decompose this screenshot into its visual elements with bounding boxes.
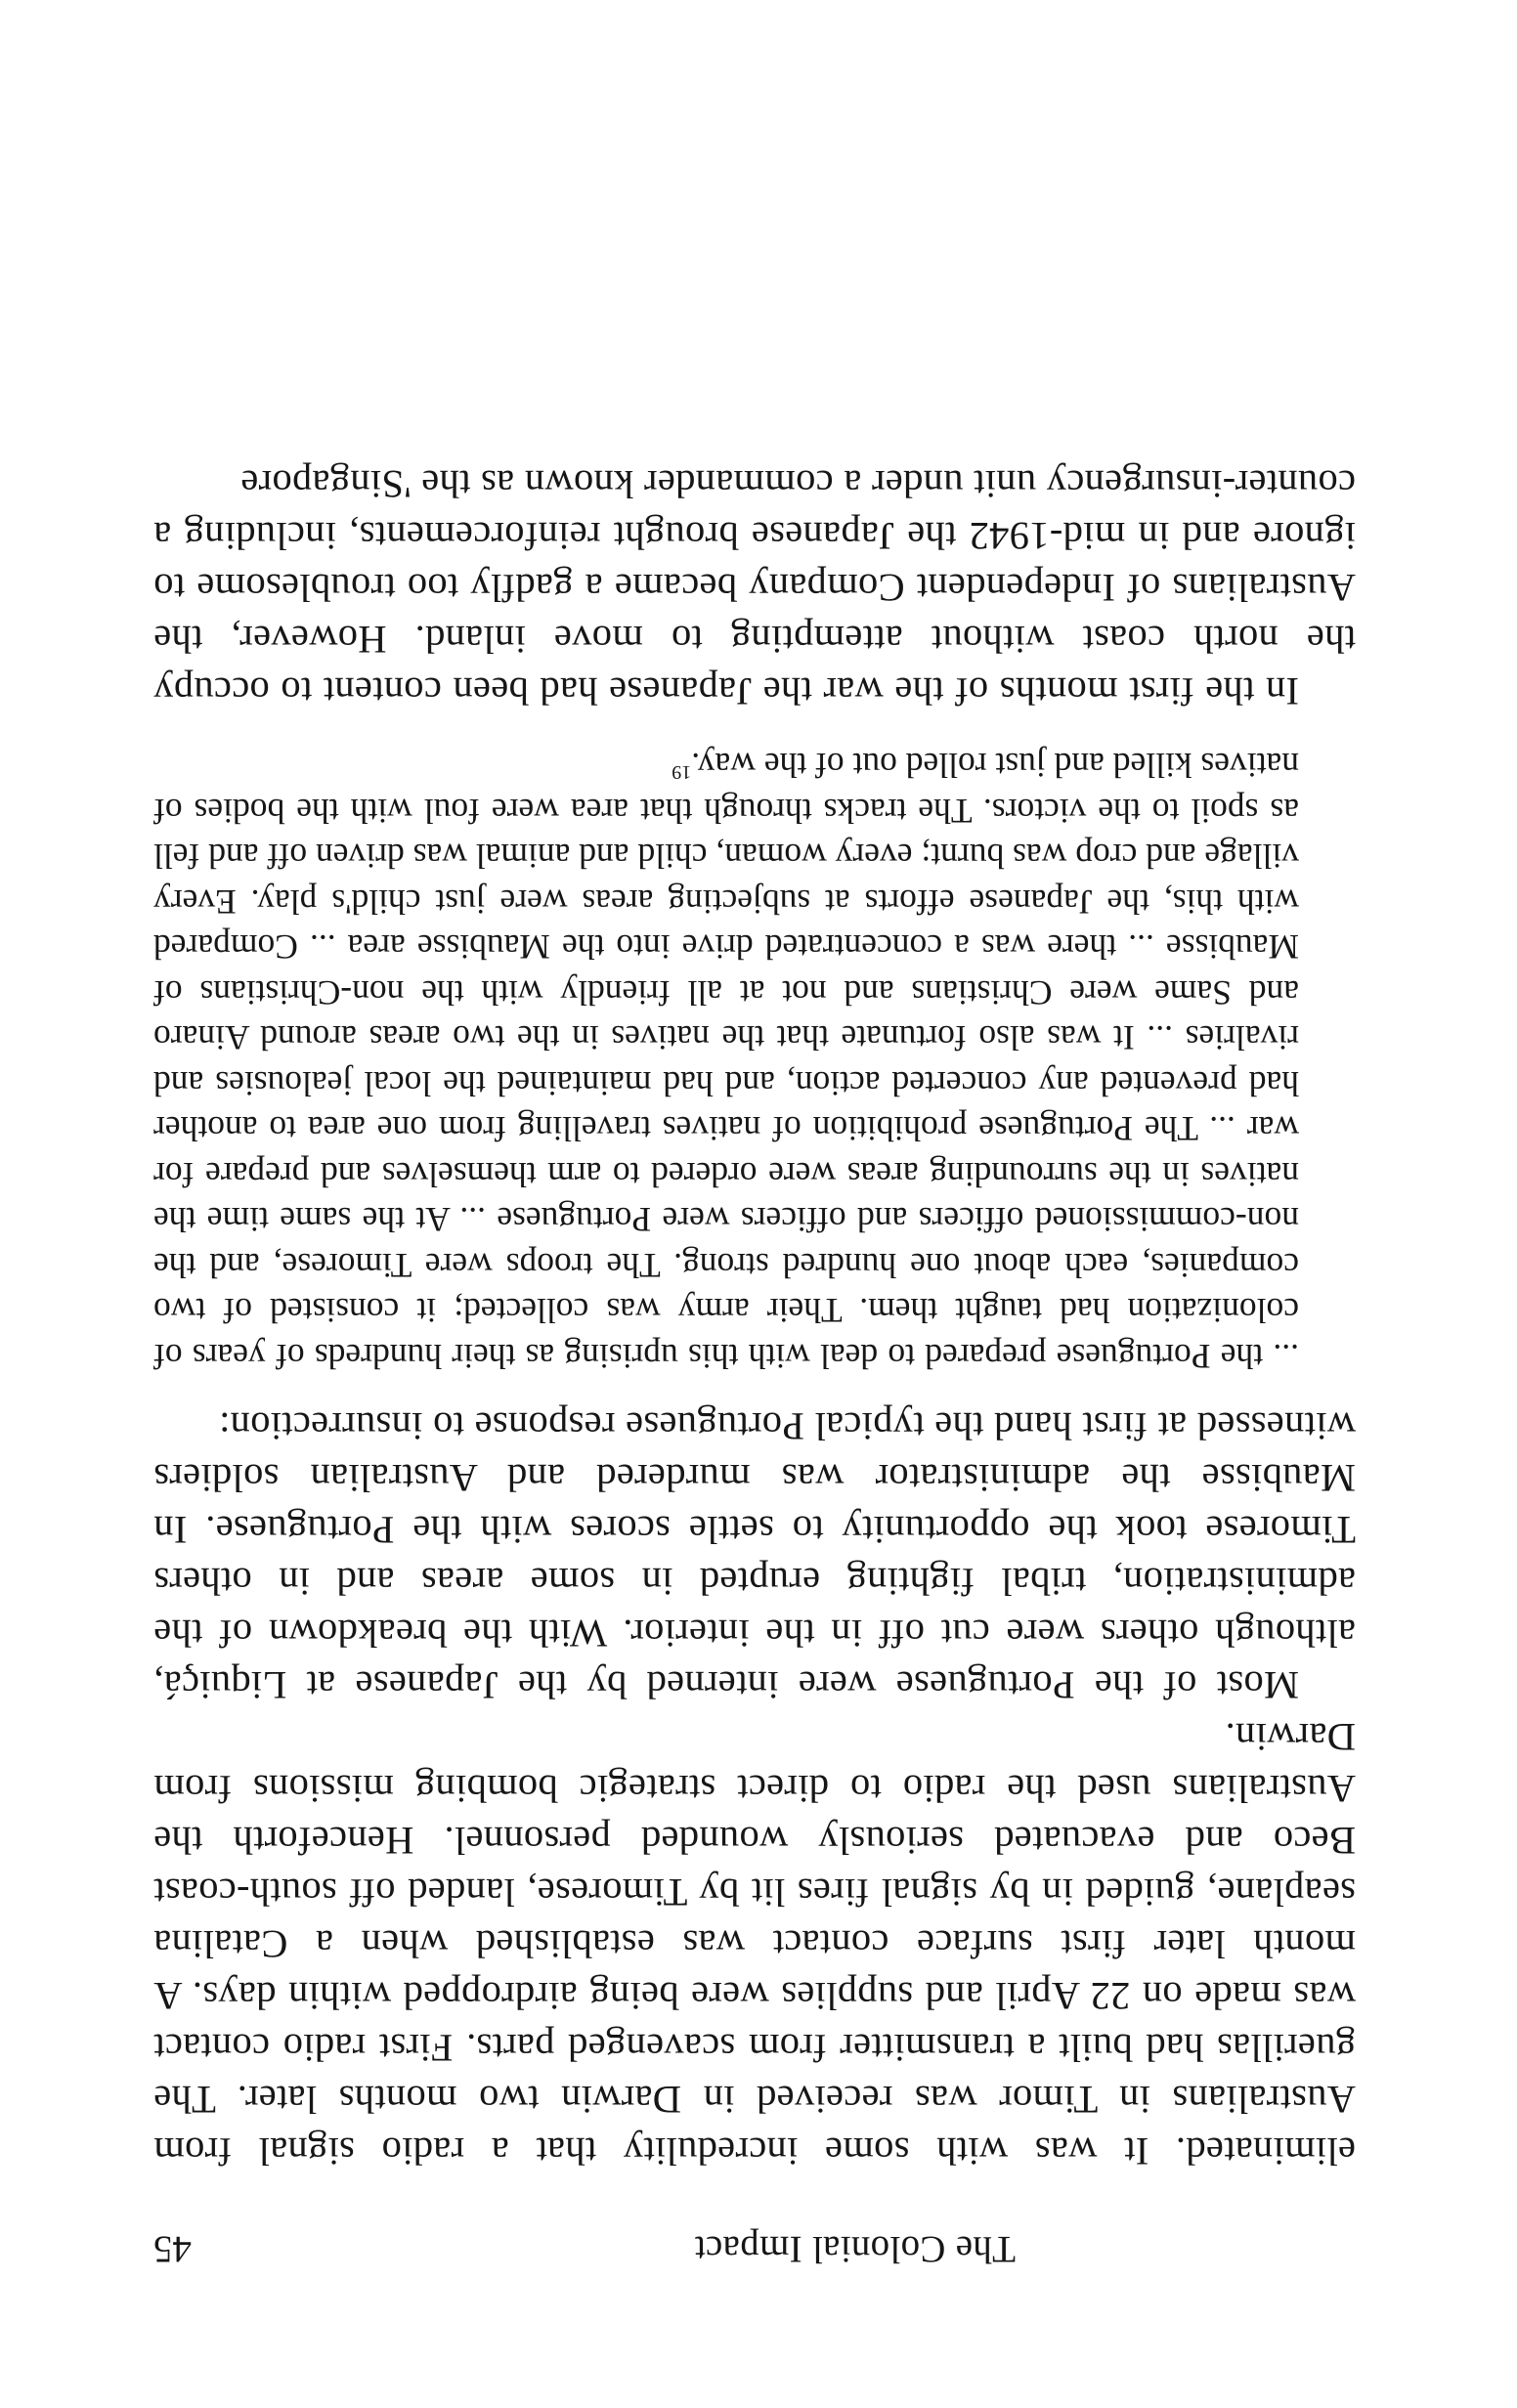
block-quote-text: ... the Portuguese prepared to deal with this uprising as their hundreds of years of colonization had taught them. Their army was collected; it consisted of two companies, each about one hundred strong. The troops were Timorese, and the non-commissioned officers and officers were Portuguese ... At the same time the natives in the surrounding areas were ordered to arm themselves and prepare for war ... The Portuguese prohibition of natives travelling from one area to another had prevented any concerted action, and had maintained the local jealousies and rivalries ... It was also fortunate that the natives in the two areas around Ainaro and Same were Christians and not at all friendly with the non-Christians of Maubisse ... there was a concentrated drive into the Maubisse area ... Compared with this, the Japanese efforts at subjecting areas were just child's play. Every village and crop was burnt; every woman, child and animal was driven off and fell as spoil to the victors. The tracks through that area were foul with the bodies of natives killed and just rolled out of the way. (153, 746, 1299, 1376)
block-quote (153, 743, 1356, 1379)
paragraph-continued: eliminated. It was with some incredulity that a radio signal from Australians in Timor was received in Darwin two months later. The guerillas had built a transmitter from scavenged parts. First radio contact was made on 22 April and supplies were being airdropped within days. A month later first surface contact was established when a Catalina seaplane, guided in by signal fires lit by Timorese, landed off south-coast Beco and evacuated seriously wounded personnel. Henceforth the Australians used the radio to direct strategic bombing missions from Darwin. (153, 1715, 1356, 2173)
running-head (153, 2216, 1356, 2271)
running-head-title: The Colonial Impact (694, 2228, 1016, 2270)
paragraph-first-months: In the first months of the war the Japanese had been content to occupy the north coast without attempting to move inland. However, the Australians of Independent Company became a gadfly too troublesome to ignore and in mid-1942 the Japanese brought reinforcements, including a counter-insurgency unit under a commander known as the 'Singapore (153, 462, 1356, 713)
footnote-ref: 19 (672, 761, 692, 784)
text-block (153, 458, 1356, 2271)
page-number: 45 (153, 2228, 192, 2270)
paragraph-internment: Most of the Portuguese were interned by the Japanese at Liquiçá, although others were cut off in the interior. With the breakdown of the administration, tribal fighting erupted in some areas and in others Timorese took the opportunity to settle scores with the Portuguese. In Maubisse the administrator was murdered and Australian soldiers witnessed at first hand the typical Portuguese response to insurrection: (153, 1404, 1356, 1707)
